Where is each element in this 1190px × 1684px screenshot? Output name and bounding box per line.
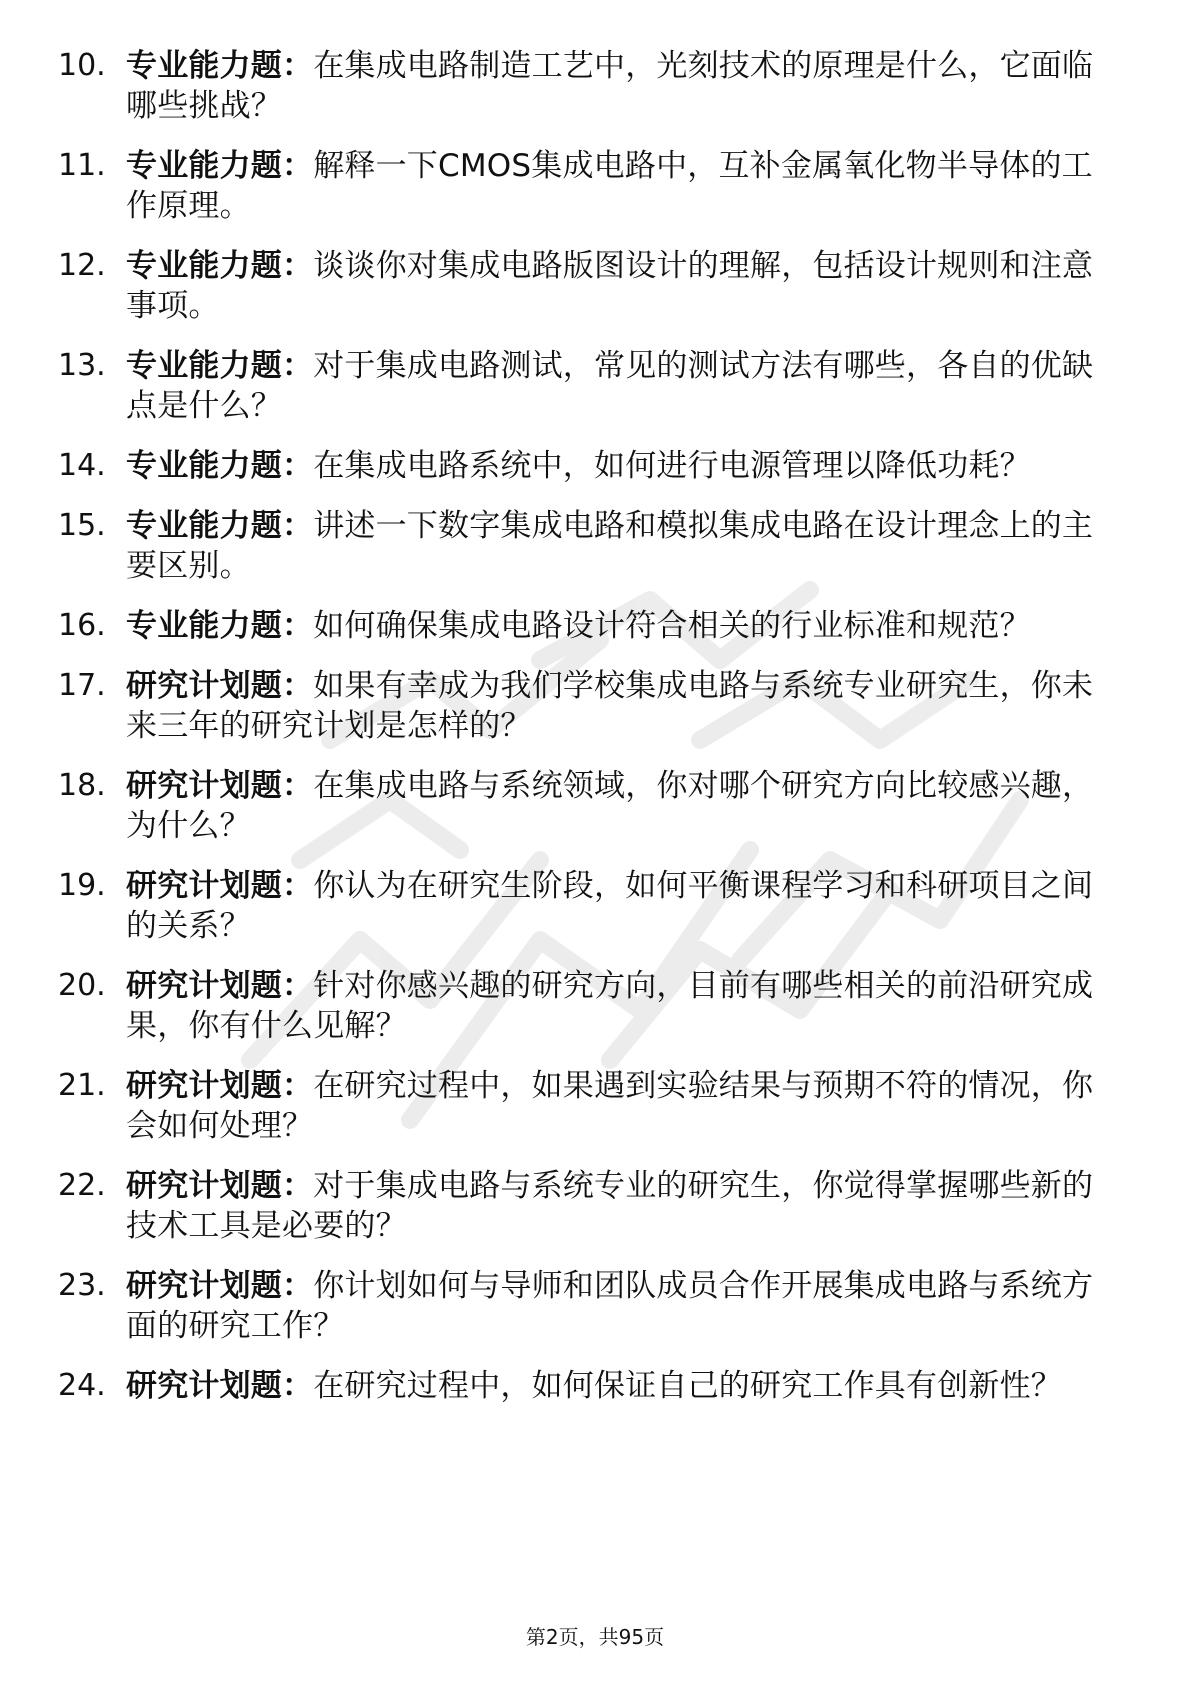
question-text-block xyxy=(126,506,1118,586)
question-item-20 xyxy=(58,966,1118,1046)
question-item-13 xyxy=(58,346,1118,426)
question-body: 在集成电路与系统领域，你对哪个研究方向比较感兴趣，为什么？ xyxy=(126,768,1094,844)
question-body: 在研究过程中，如果遇到实验结果与预期不符的情况，你会如何处理？ xyxy=(126,1068,1094,1144)
question-number: 10. xyxy=(58,48,106,83)
question-text-block xyxy=(126,246,1118,326)
question-item-18 xyxy=(58,766,1118,846)
question-text-block xyxy=(126,666,1118,746)
question-text-block xyxy=(126,446,1118,486)
question-number: 24. xyxy=(58,1368,106,1403)
question-text-block xyxy=(126,346,1118,426)
question-category: 研究计划题： xyxy=(126,768,314,804)
page-number-footer: 第2页，共95页 xyxy=(525,1625,665,1649)
question-body: 在集成电路系统中，如何进行电源管理以降低功耗？ xyxy=(313,448,1031,484)
question-body: 对于集成电路测试，常见的测试方法有哪些，各自的优缺点是什么？ xyxy=(126,348,1094,424)
question-text-block xyxy=(126,1266,1118,1346)
question-body: 解释一下CMOS集成电路中，互补金属氧化物半导体的工作原理。 xyxy=(126,148,1093,224)
question-category: 研究计划题： xyxy=(126,868,314,904)
question-category: 专业能力题： xyxy=(126,348,314,384)
question-body: 你计划如何与导师和团队成员合作开展集成电路与系统方面的研究工作？ xyxy=(126,1268,1094,1344)
question-number: 14. xyxy=(58,448,106,483)
question-number: 20. xyxy=(58,968,106,1003)
question-number: 17. xyxy=(58,668,106,703)
question-text-block xyxy=(126,1066,1118,1146)
question-item-23 xyxy=(58,1266,1118,1346)
question-body: 你认为在研究生阶段，如何平衡课程学习和科研项目之间的关系？ xyxy=(126,868,1094,944)
question-category: 研究计划题： xyxy=(126,668,314,704)
question-category: 研究计划题： xyxy=(126,968,314,1004)
question-category: 专业能力题： xyxy=(126,608,314,644)
question-number: 15. xyxy=(58,508,106,543)
question-category: 专业能力题： xyxy=(126,448,314,484)
question-body: 如何确保集成电路设计符合相关的行业标准和规范？ xyxy=(313,608,1031,644)
question-item-16 xyxy=(58,606,1118,646)
question-number: 23. xyxy=(58,1268,106,1303)
question-number: 11. xyxy=(58,148,106,183)
question-category: 研究计划题： xyxy=(126,1268,314,1304)
question-number: 21. xyxy=(58,1068,106,1103)
question-body: 讲述一下数字集成电路和模拟集成电路在设计理念上的主要区别。 xyxy=(126,508,1094,584)
question-number: 18. xyxy=(58,768,106,803)
question-item-14 xyxy=(58,446,1118,486)
question-item-17 xyxy=(58,666,1118,746)
question-body: 在集成电路制造工艺中，光刻技术的原理是什么，它面临哪些挑战？ xyxy=(126,48,1094,124)
question-text-block xyxy=(126,606,1118,646)
question-text-block xyxy=(126,766,1118,846)
question-item-24 xyxy=(58,1366,1118,1406)
question-body: 在研究过程中，如何保证自己的研究工作具有创新性？ xyxy=(313,1368,1063,1404)
question-item-15 xyxy=(58,506,1118,586)
question-category: 专业能力题： xyxy=(126,508,314,544)
question-number: 19. xyxy=(58,868,106,903)
question-body: 如果有幸成为我们学校集成电路与系统专业研究生，你未来三年的研究计划是怎样的？ xyxy=(126,668,1094,744)
question-category: 研究计划题： xyxy=(126,1168,314,1204)
question-category: 专业能力题： xyxy=(126,248,314,284)
question-number: 16. xyxy=(58,608,106,643)
question-text-block xyxy=(126,46,1118,126)
question-category: 研究计划题： xyxy=(126,1368,314,1404)
question-category: 专业能力题： xyxy=(126,48,314,84)
question-item-22 xyxy=(58,1166,1118,1246)
question-text-block xyxy=(126,1366,1118,1406)
question-category: 专业能力题： xyxy=(126,148,314,184)
question-body: 谈谈你对集成电路版图设计的理解，包括设计规则和注意事项。 xyxy=(126,248,1094,324)
question-text-block xyxy=(126,146,1118,226)
question-body: 针对你感兴趣的研究方向，目前有哪些相关的前沿研究成果，你有什么见解？ xyxy=(126,968,1094,1044)
question-text-block xyxy=(126,966,1118,1046)
question-text-block xyxy=(126,866,1118,946)
question-number: 12. xyxy=(58,248,106,283)
question-item-19 xyxy=(58,866,1118,946)
question-category: 研究计划题： xyxy=(126,1068,314,1104)
question-item-11 xyxy=(58,146,1118,226)
question-number: 22. xyxy=(58,1168,106,1203)
question-list xyxy=(58,46,1118,1426)
question-number: 13. xyxy=(58,348,106,383)
question-body: 对于集成电路与系统专业的研究生，你觉得掌握哪些新的技术工具是必要的？ xyxy=(126,1168,1094,1244)
question-item-12 xyxy=(58,246,1118,326)
question-item-21 xyxy=(58,1066,1118,1146)
question-item-10 xyxy=(58,46,1118,126)
question-text-block xyxy=(126,1166,1118,1246)
